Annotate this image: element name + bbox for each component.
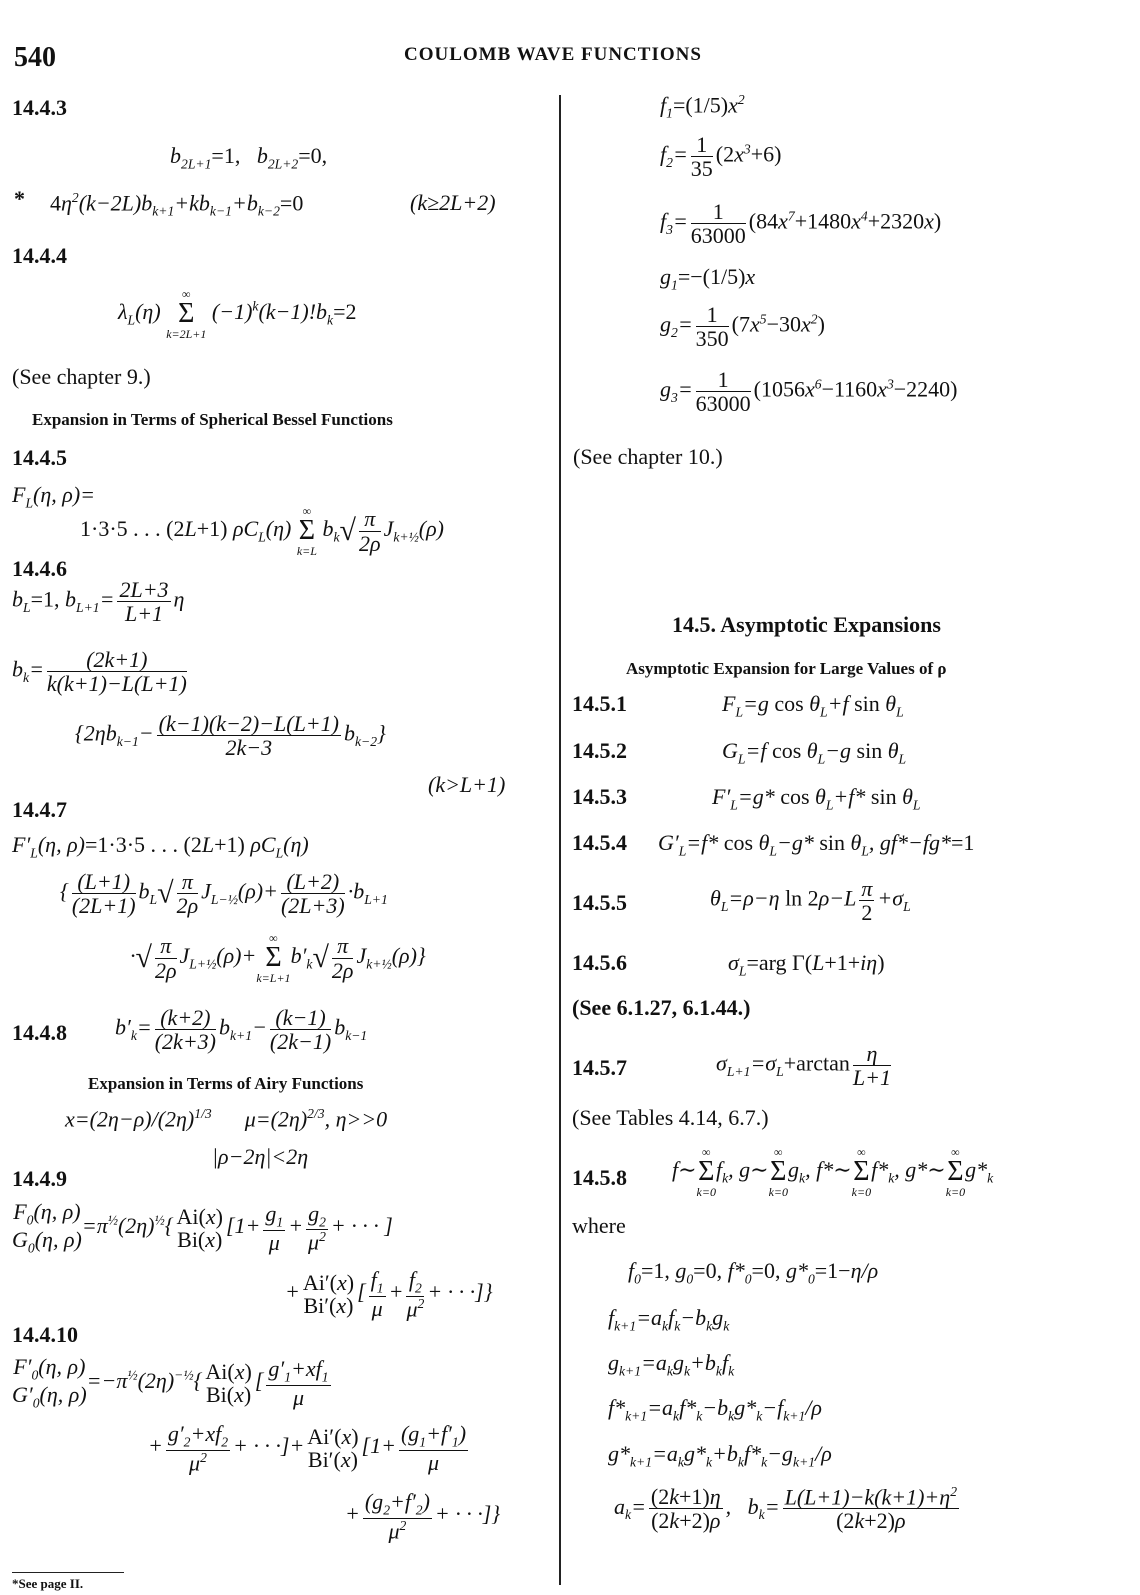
where-text: where [572, 1213, 626, 1238]
airy-definition-1: $x=(2\eta-\rho)/(2\eta)^{1/3}$ $\mu=(2\eta)^{2/3}$, η>>0 [65, 1106, 388, 1132]
equation-14-4-8: $b'_k=$ $\frac{(k+2)}{(2k+3)}$ $b_{k+1}-$ $\frac{(k-1)}{(2k-1)}$ $b_{k-1}$ [115, 1005, 368, 1055]
equation-14-4-3a: $b_{2L+1}=1$, $b_{2L+2}=0$, [170, 143, 328, 172]
equation-14-4-6c: {$2\eta b_{k-1}-$ $\frac{(k-1)(k-2)-L(L+1)}{2k-3}$ $b_{k-2}$} [75, 711, 386, 761]
equation-14-5-7: $\sigma_{L+1}=\sigma_L+\arctan$ $\frac{\eta}{L+1}$ [716, 1041, 891, 1091]
eq-number-14-4-3: 14.4.3 [12, 95, 67, 120]
column-divider [559, 95, 561, 1585]
subheading-airy: Expansion in Terms of Airy Functions [88, 1074, 364, 1093]
recurrence-g-star: $g*_{k+1}=a_kg*_k+b_kf*_k-g_{k+1}/\rho$ [608, 1441, 832, 1470]
equation-14-4-6a: $b_L=1$, $b_{L+1}=$ $\frac{2L+3}{L+1}$ η [12, 577, 185, 627]
equation-14-4-7a: $F'_L(\eta$, ρ)=1·3·5 . . . (2L+1) $\rho C_L(\eta)$ [12, 832, 309, 861]
see-tables: (See Tables 4.14, 6.7.) [572, 1105, 769, 1130]
page-number: 540 [14, 42, 56, 73]
equation-14-5-5: $\theta_L=\rho-\eta$ ln 2ρ−L $\frac{\pi}{2}$ $+\sigma_L$ [710, 876, 911, 926]
equation-14-5-6: $\sigma_L=arg$ Γ(L+1+iη) [728, 950, 885, 979]
eq-number-14-5-1: 14.5.1 [572, 691, 627, 716]
equation-14-4-7b: { $\frac{(L+1)}{(2L+1)}$ $b_L√$ $\frac{\pi}{2\rho}$ $J_{L-\frac{1}{2}}(\rho)+$ $\frac{(L+2)}{(2L+3)}$ $\cdot b_{L+1}$ [60, 869, 388, 919]
equation-f2: $f_2=$ $\frac{1}{35}$ $(2x^3+6)$ [660, 132, 782, 182]
coefficients-a-b: $a_k=$ $\frac{(2k+1)\eta}{(2k+2)\rho}$ , $b_k=$ $\frac{L(L+1)-k(k+1)+\eta^2}{(2k+2)\rho}$ [614, 1484, 958, 1534]
eq-number-14-4-9: 14.4.9 [12, 1166, 67, 1191]
airy-definition-2: |ρ−2η|<2η [212, 1144, 309, 1169]
footnote-rule [12, 1572, 124, 1573]
recurrence-f-star: $f*_{k+1}=a_kf*_k-b_kg*_k-f_{k+1}/\rho$ [608, 1395, 822, 1424]
equation-g2: $g_2=$ $\frac{1}{350}$ $(7x^5-30x^2)$ [660, 302, 825, 352]
see-chapter-9: (See chapter 9.) [12, 364, 151, 389]
eq-number-14-4-10: 14.4.10 [12, 1322, 78, 1347]
subheading-spherical-bessel: Expansion in Terms of Spherical Bessel Functions [32, 410, 393, 429]
recurrence-g: $g_{k+1}=a_kg_k+b_kf_k$ [608, 1350, 735, 1379]
eq-number-14-5-8: 14.5.8 [572, 1165, 627, 1190]
equation-14-4-10a: $F'_0(\eta$, ρ) $G'_0(\eta$, ρ) $=-\pi^{\frac{1}{2}}(2\eta)^{-\frac{1}{2}}${ Ai(x) Bi(x) [ $\frac{g'_1+xf_1}{\mu}$ [12, 1354, 329, 1411]
eq-number-14-5-5: 14.5.5 [572, 890, 627, 915]
eq-number-14-4-7: 14.4.7 [12, 797, 67, 822]
equation-14-4-7c: ·√ $\frac{\pi}{2\rho}$ $J_{L+\frac{1}{2}}(\rho)+$ ∞ Σ k=L+1 $b'_k√$ $\frac{\pi}{2\rho}$ $J_{k+\frac{1}{2}}(\rho)$} [130, 931, 426, 985]
page-header-title: COULOMB WAVE FUNCTIONS [404, 44, 702, 65]
equation-14-5-1: $F_L=g$ $\cos \theta_L+f$ $\sin \theta_L$ [722, 691, 904, 720]
equation-14-4-4: $\lambda_L(\eta)$ ∞ Σ k=2L+1 $(-1)^k(k-1)!b_k=2$ [118, 287, 357, 341]
see-chapter-10: (See chapter 10.) [573, 444, 723, 469]
equation-14-5-8: f∼ ∞ Σ k=0 $f_k$, g∼ ∞ Σ k=0 $g_k$, f*∼ ∞ Σ k=0 $f*_k$, g*∼ ∞ Σ k=0 $g*_k$ [672, 1145, 994, 1199]
eq-number-14-5-4: 14.5.4 [572, 830, 627, 855]
equation-g1: $g_1=-(1/5)x$ [660, 264, 756, 293]
equation-14-5-3: $F'_L=g*$ $\cos \theta_L+f*$ $\sin \theta_L$ [712, 784, 921, 813]
equation-f1: $f_1=(1/5)x^2$ [660, 92, 745, 121]
eq-number-14-4-6: 14.4.6 [12, 556, 67, 581]
equation-14-4-5a: $F_L(\eta$, ρ)= [12, 482, 96, 511]
equation-f3: $f_3=$ $\frac{1}{63000}$ $(84x^7+1480x^4+2320x)$ [660, 199, 942, 249]
equation-14-4-3b: $4\eta^2(k-2L)b_{k+1}+kb_{k-1}+b_{k-2}=0$ [50, 190, 304, 219]
recurrence-f: $f_{k+1}=a_kf_k-b_kg_k$ [608, 1305, 730, 1334]
see-6-1-27: (See 6.1.27, 6.1.44.) [572, 995, 751, 1020]
equation-14-4-10c: + $\frac{(g_2+f'_2)}{\mu^2}$ + · · ·]} [345, 1489, 501, 1544]
eq-number-14-5-2: 14.5.2 [572, 738, 627, 763]
eq-number-14-4-8: 14.4.8 [12, 1020, 67, 1045]
eq-number-14-5-7: 14.5.7 [572, 1055, 627, 1080]
equation-14-4-5b: 1·3·5 . . . (2L+1) $\rho C_L(\eta)$ ∞ Σ k=L $b_k√$ $\frac{\pi}{2\rho}$ $J_{k+\frac{1}{2}}(\rho)$ [80, 504, 445, 558]
equation-14-5-2: $G_L=f$ $\cos \theta_L-g$ $\sin \theta_L$ [722, 738, 907, 767]
equation-14-4-10b: + $\frac{g'_2+xf_2}{\mu^2}$ + · · ·]+ Ai′(x) Bi′(x) [1+ $\frac{(g_1+f'_1)}{\mu}$ [148, 1421, 467, 1476]
equation-14-4-9b: + Ai′(x) Bi′(x) [ $\frac{f_1}{\mu}$ + $\frac{f_2}{\mu^2}$ + · · ·]} [285, 1267, 493, 1322]
initial-values: $f_0=1$, $g_0=0$, $f*_0=0$, $g*_0=1-\eta/\rho$ [628, 1258, 879, 1287]
equation-14-4-6b: $b_k=$ $\frac{(2k+1)}{k(k+1)-L(L+1)}$ [12, 647, 187, 697]
equation-g3: $g_3=$ $\frac{1}{63000}$ $(1056x^6-1160x^3-2240)$ [660, 367, 958, 417]
equation-14-4-6-condition: (k>L+1) [428, 772, 506, 797]
section-title-asymptotic: 14.5. Asymptotic Expansions [672, 612, 941, 637]
eq-number-14-4-4: 14.4.4 [12, 243, 67, 268]
eq-number-14-5-3: 14.5.3 [572, 784, 627, 809]
eq-number-14-5-6: 14.5.6 [572, 950, 627, 975]
eq-number-14-4-5: 14.4.5 [12, 445, 67, 470]
equation-14-4-9a: $F_0(\eta$, ρ) $G_0(\eta$, ρ) $=\pi^{\frac{1}{2}}(2\eta)^{\frac{1}{2}}${ Ai(x) Bi(x) [1+ $\frac{g_1}{\mu}$ + $\frac{g_2}{\mu^2}$ + · · · ] [12, 1199, 393, 1256]
subheading-large-rho: Asymptotic Expansion for Large Values of ρ [626, 659, 947, 678]
equation-14-4-3-condition: (k≥2L+2) [410, 190, 496, 215]
footnote-star: * [14, 186, 25, 211]
equation-14-5-4: $G'_L=f*$ $\cos \theta_L-g*$ $\sin \theta_L$, gf*−fg*=1 [658, 830, 975, 859]
footnote: *See page II. [12, 1576, 84, 1591]
